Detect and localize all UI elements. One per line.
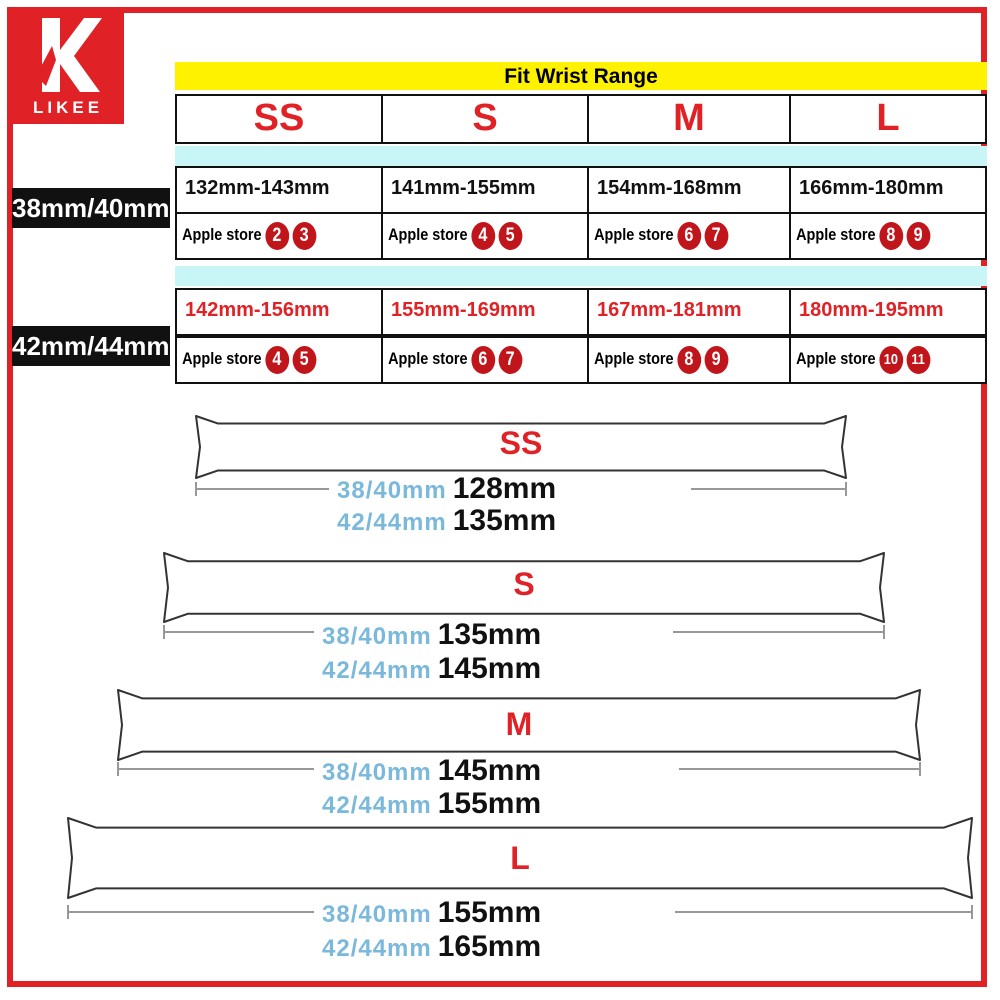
measure-case-label: 42/44mm [322, 935, 432, 962]
apple-size-number-badge: 10 [879, 346, 903, 374]
apple-size-number-badge: 5 [292, 346, 316, 374]
measure-value: 155mm [437, 896, 542, 929]
apple-size-number-badge: 9 [704, 346, 728, 374]
apple-store-label: Apple store [182, 349, 262, 368]
apple-size-number-badge: 7 [704, 222, 728, 250]
apple-size-number-badge: 2 [265, 222, 289, 250]
measure-value: 155mm [437, 787, 542, 820]
measure-case-label: 42/44mm [322, 792, 432, 819]
apple-store-label: Apple store [594, 225, 674, 244]
measure-value: 145mm [437, 754, 542, 787]
apple-size-number-badge: 8 [677, 346, 701, 374]
band-size-label: M [505, 706, 533, 742]
measure-value: 128mm [452, 472, 557, 505]
apple-size-number-badge: 4 [471, 222, 495, 250]
apple-store-label: Apple store [796, 349, 876, 368]
apple-store-label: Apple store [182, 225, 262, 244]
apple-size-number-badge: 5 [498, 222, 522, 250]
case-size-label: 42mm/44mm [12, 326, 170, 366]
measure-case-label: 42/44mm [337, 509, 447, 536]
measure-value: 145mm [437, 652, 542, 685]
band-size-label: S [513, 566, 535, 602]
wrist-range-cell: 180mm-195mm [789, 288, 987, 336]
apple-size-number-badge: 9 [906, 222, 930, 250]
logo-text: LIKEE [32, 98, 104, 117]
wrist-range-cell: 132mm-143mm [175, 166, 383, 214]
apple-store-label: Apple store [388, 225, 468, 244]
size-header-m: M [587, 94, 791, 144]
wrist-range-cell: 166mm-180mm [789, 166, 987, 214]
size-header-ss: SS [175, 94, 383, 144]
wrist-range-cell: 141mm-155mm [381, 166, 589, 214]
size-header-l: L [789, 94, 987, 144]
apple-size-number-badge: 4 [265, 346, 289, 374]
fit-wrist-range-title: Fit Wrist Range [175, 62, 987, 90]
measure-value: 165mm [437, 930, 542, 963]
measure-value: 135mm [437, 618, 542, 651]
wrist-range-cell: 154mm-168mm [587, 166, 791, 214]
measure-case-label: 38/40mm [337, 477, 447, 504]
band-size-label: L [510, 840, 530, 876]
measure-case-label: 38/40mm [322, 901, 432, 928]
measure-case-label: 38/40mm [322, 623, 432, 650]
apple-size-number-badge: 8 [879, 222, 903, 250]
wrist-range-cell: 142mm-156mm [175, 288, 383, 336]
size-header-s: S [381, 94, 589, 144]
case-size-label: 38mm/40mm [12, 188, 170, 228]
measure-row-38-40 [322, 896, 541, 930]
apple-size-number-badge: 11 [906, 346, 930, 374]
wrist-range-cell: 155mm-169mm [381, 288, 589, 336]
apple-size-number-badge: 3 [292, 222, 316, 250]
apple-size-number-badge: 7 [498, 346, 522, 374]
apple-size-number-badge: 6 [471, 346, 495, 374]
measure-row-42-44 [322, 930, 541, 964]
measure-case-label: 38/40mm [322, 759, 432, 786]
measure-case-label: 42/44mm [322, 657, 432, 684]
apple-size-number-badge: 6 [677, 222, 701, 250]
apple-store-label: Apple store [594, 349, 674, 368]
apple-store-label: Apple store [796, 225, 876, 244]
wrist-range-cell: 167mm-181mm [587, 288, 791, 336]
measure-value: 135mm [452, 504, 557, 537]
band-size-label: SS [499, 425, 543, 461]
apple-store-label: Apple store [388, 349, 468, 368]
